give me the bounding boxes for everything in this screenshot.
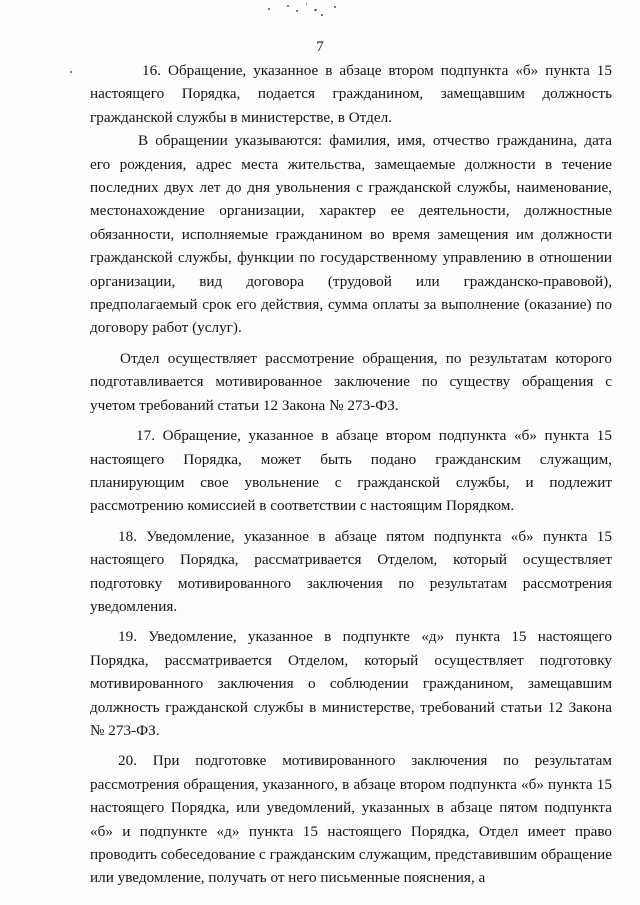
scan-speck [321,14,323,16]
scan-speck [296,10,298,12]
document-body [90,59,612,890]
page-number: 7 [316,39,324,55]
scan-speck [70,71,72,73]
paragraph-16: 16. Обращение, указанное в абзаце втором подпункта «б» пункта 15 настоящего Порядка, подается гражданином, замещавшим должность гражданской службы в министерстве, в Отдел. [90,62,612,126]
scan-speck [268,8,270,10]
paragraph-18: 18. Уведомление, указанное в абзаце пятом подпункта «б» пункта 15 настоящего Порядка, рассматривается Отделом, который осуществляет подготовку мотивированного заключения по результатам рассмотрения уведомления. [90,527,612,615]
scan-speck [314,9,317,11]
scan-speck [306,3,307,5]
paragraph-16-details: В обращении указываются: фамилия, имя, отчество гражданина, дата его рождения, адрес места жительства, замещаемые должности в течение последних двух лет до дня увольнения с гражданской службы, наименование, местонахождение организации, характер ее деятельности, должностные обязанности, исполняемые гражданином во время замещения им должности гражданской службы, функции по государственному управлению в отношении организации, вид договора (трудовой или гражданско-правовой), предполагаемый срок его действия, сумма оплаты за выполнение (оказание) по договору работ (услуг). [90,132,612,337]
paragraph-19: 19. Уведомление, указанное в подпункте «д» пункта 15 настоящего Порядка, рассматривается Отделом, который осуществляет подготовку мотивированного заключения о соблюдении гражданином, замещавшим должность гражданской службы в министерстве, требований статьи 12 Закона № 273-ФЗ. [90,628,612,739]
paragraph-16-review: Отдел осуществляет рассмотрение обращения, по результатам которого подготавливается мотивированное заключение по существу обращения с учетом требований статьи 12 Закона № 273-ФЗ. [90,349,612,414]
paragraph-17: 17. Обращение, указанное в абзаце втором подпункта «б» пункта 15 настоящего Порядка, может быть подано гражданским служащим, планирующим свое увольнение с гражданской службы, и подлежит рассмотрению комиссией в соответствии с настоящим Порядком. [90,427,612,515]
paragraph-20: 20. При подготовке мотивированного заключения по результатам рассмотрения обращения, указанного, в абзаце втором подпункта «б» пункта 15 настоящего Порядка, или уведомлений, указанных в абзаце пятом подпункта «б» и подпункте «д» пункта 15 настоящего Порядка, Отдел имеет право проводить собеседование с гражданским служащим, представившим обращение или уведомление, получать от него письменные пояснения, а [90,752,612,887]
scan-speck [287,5,289,7]
scan-speck [334,6,336,8]
